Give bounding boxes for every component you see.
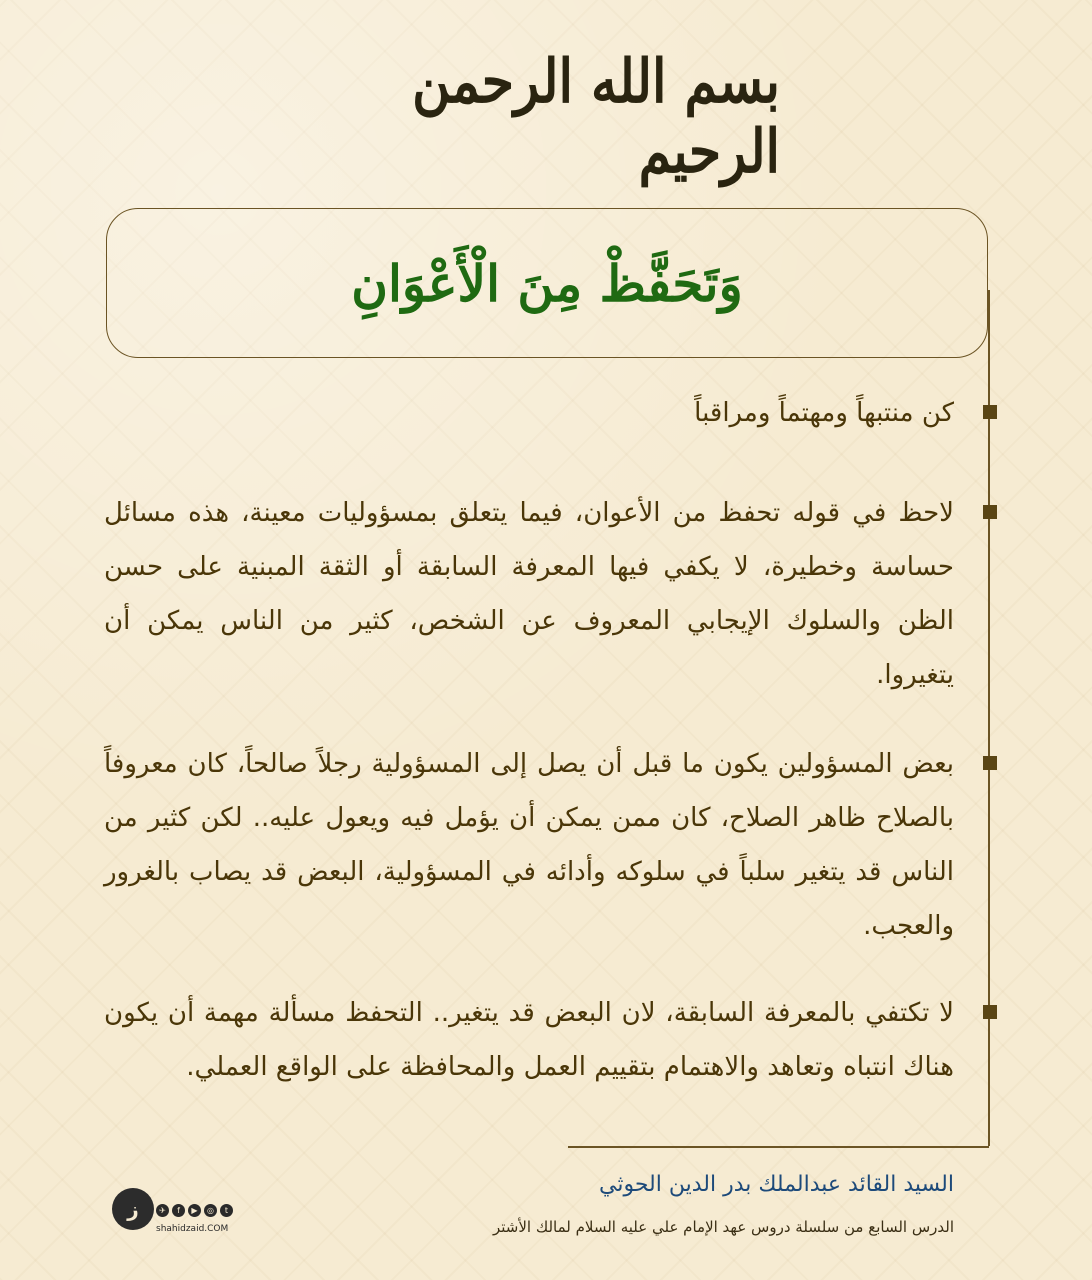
bullet-square-icon [983,756,997,770]
paragraph-2: لاحظ في قوله تحفظ من الأعوان، فيما يتعلق بمسؤوليات معينة، هذه مسائل حساسة وخطيرة، لا يكفي فيها المعرفة السابقة أو الثقة المبنية على حسن الظن والسلوك الإيجابي المعروف عن الشخص، كثير من الناس يمكن أن يتغيروا. [104,498,954,690]
basmala-text: بسم الله الرحمن الرحيم [412,46,780,188]
instagram-icon[interactable]: ◎ [204,1204,217,1217]
title-frame [106,208,988,358]
page-title: وَتَحَفَّظْ مِنَ الْأَعْوَانِ [351,253,743,313]
lesson-subtitle: الدرس السابع من سلسلة دروس عهد الإمام علي عليه السلام لمالك الأشتر [492,1218,954,1236]
paragraph-4: لا تكتفي بالمعرفة السابقة، لان البعض قد يتغير.. التحفظ مسألة مهمة أن يكون هناك انتباه وتعاهد والاهتمام بتقييم العمل والمحافظة على الواقع العملي. [104,998,954,1082]
paragraph-1: كن منتبهاً ومهتماً ومراقباً [694,398,954,428]
twitter-icon[interactable]: t [220,1204,233,1217]
facebook-icon[interactable]: f [172,1204,185,1217]
website-link[interactable]: shahidzaid.COM [156,1224,229,1234]
logo-icon: ز [112,1188,154,1230]
basmala-calligraphy [330,46,780,188]
author-name: السيد القائد عبدالملك بدر الدين الحوثي [599,1172,954,1197]
paragraph-3: بعض المسؤولين يكون ما قبل أن يصل إلى المسؤولية رجلاً صالحاً، كان معروفاً بالصلاح ظاهر الصلاح، كان ممن يمكن أن يؤمل فيه ويعول عليه.. لكن كثير من الناس قد يتغير سلباً في سلوكه وأدائه في المسؤولية، البعض قد يصاب بالغرور والعجب. [104,749,954,941]
frame-horizontal-line [568,1146,989,1148]
telegram-icon[interactable]: ✈ [156,1204,169,1217]
youtube-icon[interactable]: ▶ [188,1204,201,1217]
bullet-square-icon [983,505,997,519]
bullet-square-icon [983,1005,997,1019]
social-icons [156,1204,233,1217]
bullet-square-icon [983,405,997,419]
